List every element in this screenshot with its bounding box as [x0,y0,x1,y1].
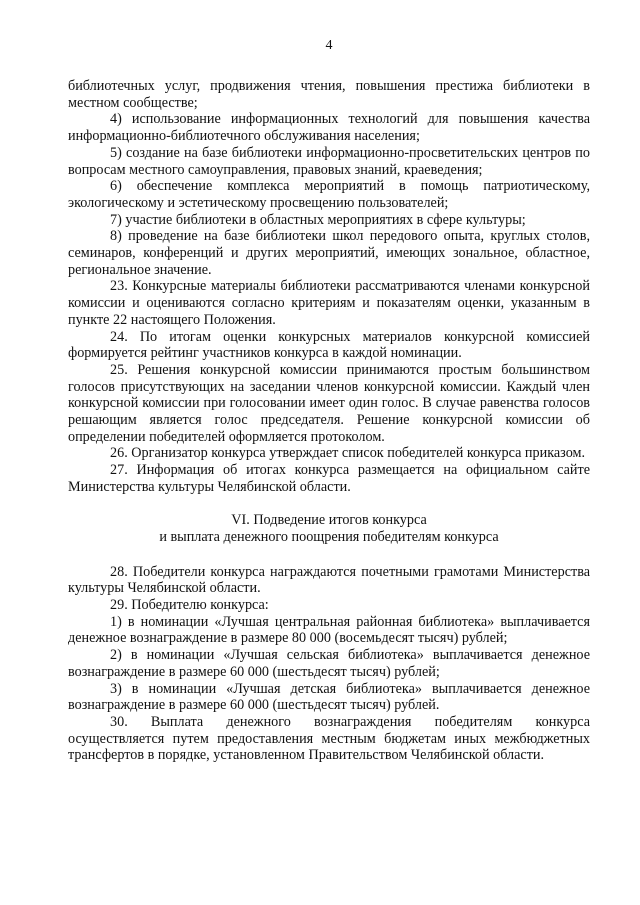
paragraph: 3) в номинации «Лучшая детская библиотека» выплачивается денежное вознаграждение в размере 60 000 (шестьдесят тысяч) рублей. [68,680,590,714]
paragraph: 6) обеспечение комплекса мероприятий в помощь патриотическому, экологическому и эстетическому просвещению пользователей; [68,178,590,211]
paragraph: 7) участие библиотеки в областных мероприятиях в сфере культуры; [110,211,526,228]
paragraph: 8) проведение на базе библиотеки школ передового опыта, круглых столов, семинаров, конференций и других мероприятий, имеющих зональное, областное, региональное значение. [68,228,590,278]
paragraph: 25. Решения конкурсной комиссии принимаются простым большинством голосов присутствующих на заседании членов конкурсной комиссии. Каждый член конкурсной комиссии при голосовании имеет один голос. В случае равенства голосов решающим является голос председателя. Решение конкурсной комиссии об определении победителей оформляется протоколом. [68,361,590,445]
paragraph: 5) создание на базе библиотеки информационно-просветительских центров по вопросам местного самоуправления, правовых знаний, краеведения; [68,144,590,178]
paragraph: 23. Конкурсные материалы библиотеки рассматриваются членами конкурсной комиссии и оцениваются согласно критериям и показателям оценки, указанным в пункте 22 настоящего Положения. [68,278,590,328]
section-heading-line-2: и выплата денежного поощрения победителям конкурса [159,528,499,545]
paragraph: 27. Информация об итогах конкурса размещается на официальном сайте Министерства культуры Челябинской области. [68,462,590,495]
paragraph: 26. Организатор конкурса утверждает список победителей конкурса приказом. [110,445,586,462]
page-number: 4 [325,38,333,53]
paragraph: 24. По итогам оценки конкурсных материалов конкурсной комиссией формируется рейтинг участников конкурса в каждой номинации. [68,328,590,362]
section-heading-line-1: VI. Подведение итогов конкурса [231,511,427,528]
paragraph: 29. Победителю конкурса: [110,596,269,613]
section-heading [68,512,590,546]
paragraph: 30. Выплата денежного вознаграждения победителям конкурса осуществляется путем предоставления местным бюджетам иных межбюджетных трансфертов в порядке, установленном Правительством Челябинской области. [68,713,590,764]
bottom-paragraphs [68,564,590,764]
paragraph: библиотечных услуг, продвижения чтения, повышения престижа библиотеки в местном сообществе; [68,78,590,111]
paragraph: 28. Победители конкурса награждаются почетными грамотами Министерства культуры Челябинской области. [68,563,590,597]
paragraph: 1) в номинации «Лучшая центральная районная библиотека» выплачивается денежное вознаграждение в размере 80 000 (восемьдесят тысяч) рублей; [68,613,590,647]
document-page [68,36,590,764]
paragraph: 2) в номинации «Лучшая сельская библиотека» выплачивается денежное вознаграждение в размере 60 000 (шестьдесят тысяч) рублей; [68,647,590,680]
top-paragraphs [68,78,590,496]
paragraph: 4) использование информационных технологий для повышения качества информационно-библиотечного обслуживания населения; [68,111,590,145]
